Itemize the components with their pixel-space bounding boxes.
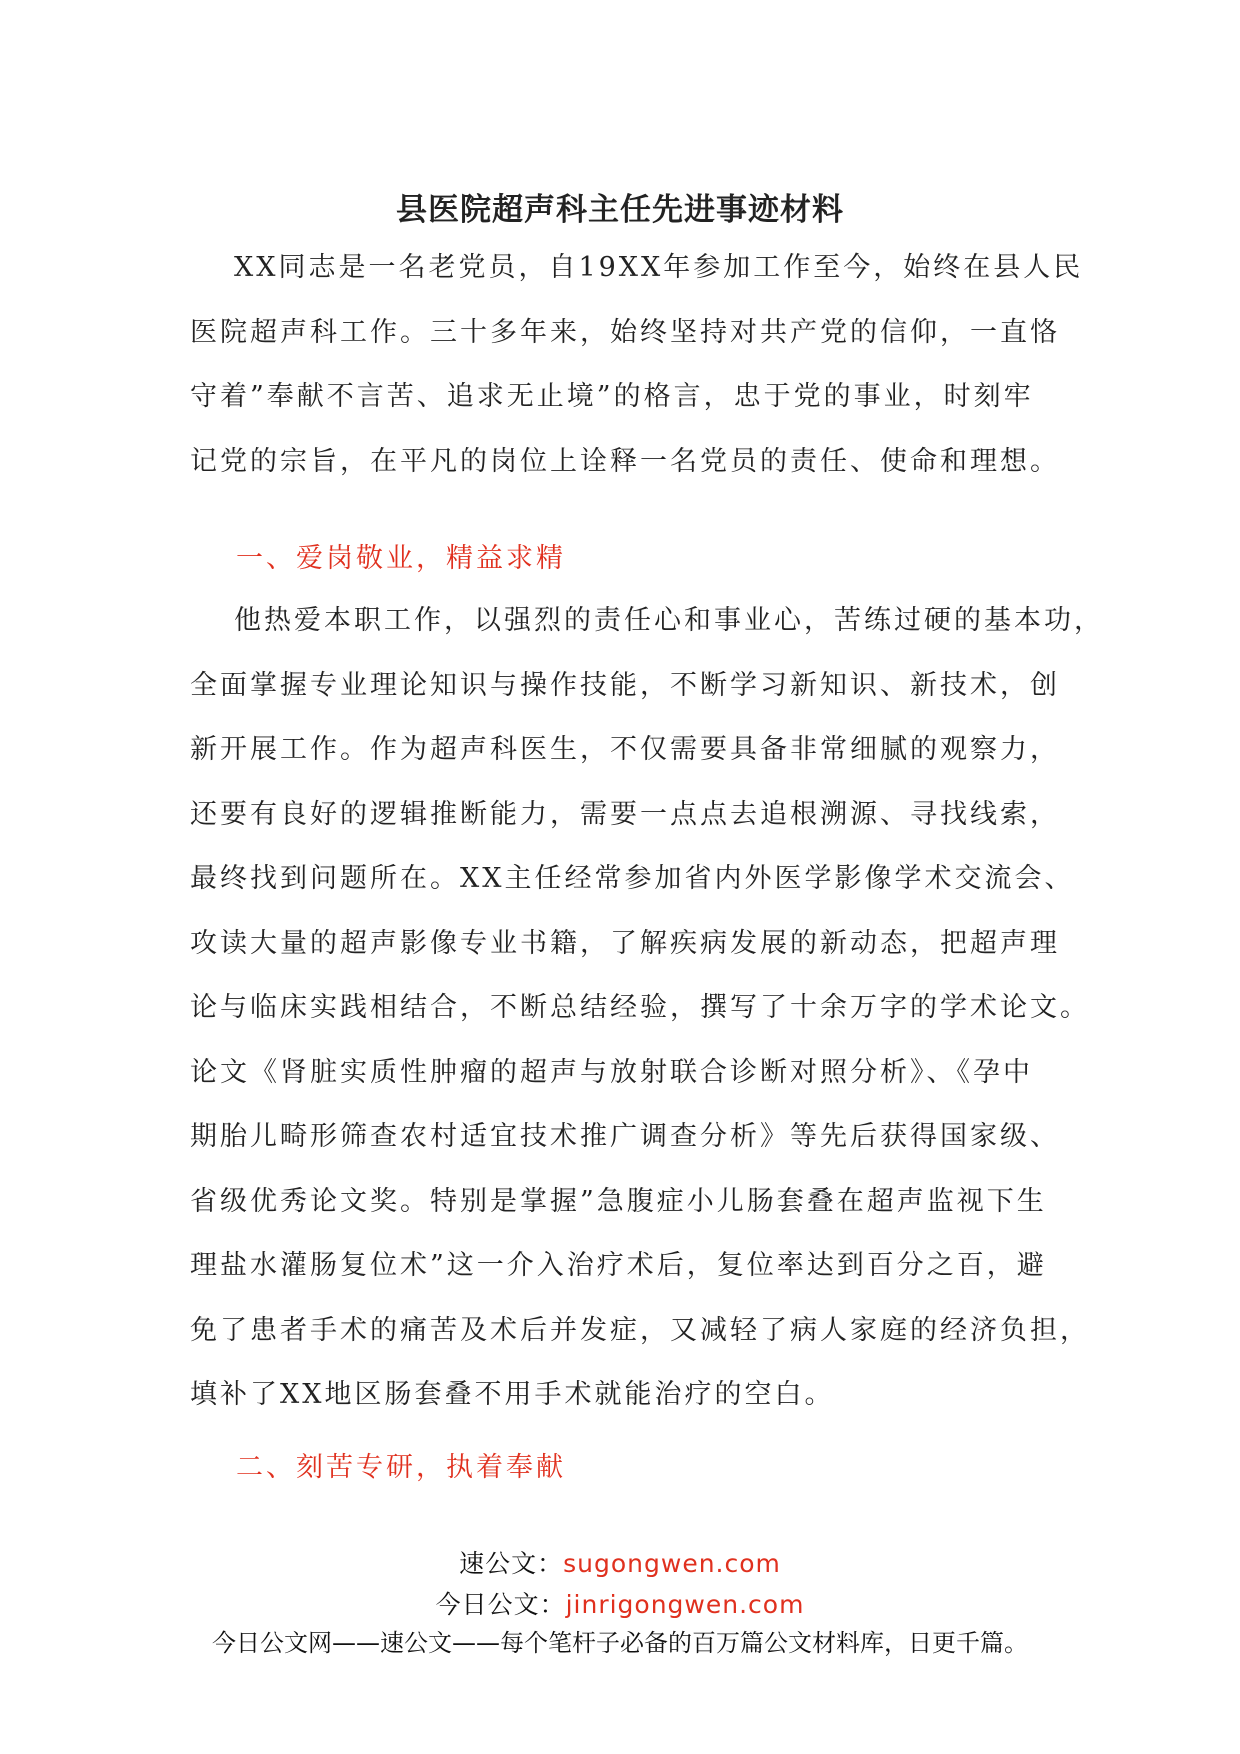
paragraph-line: 全面掌握专业理论知识与操作技能，不断学习新知识、新技术，创 xyxy=(190,669,1060,701)
section-heading-2: 二、刻苦专研，执着奉献 xyxy=(236,1452,566,1483)
paragraph-line: 新开展工作。作为超声科医生，不仅需要具备非常细腻的观察力， xyxy=(190,734,1060,765)
footer-site-1-link[interactable]: sugongwen.com xyxy=(563,1549,781,1578)
paragraph-line: 论文《肾脏实质性肿瘤的超声与放射联合诊断对照分析》、《孕中 xyxy=(190,1056,1033,1088)
footer-site-2-link[interactable]: jinrigongwen.com xyxy=(565,1590,805,1619)
paragraph-line: 免了患者手术的痛苦及术后并发症，又减轻了病人家庭的经济负担， xyxy=(190,1314,1090,1346)
footer-slogan: 今日公文网——速公文——每个笔杆子必备的百万篇公文材料库，日更千篇。 xyxy=(212,1629,1028,1657)
paragraph-line: 省级优秀论文奖。特别是掌握”急腹症小儿肠套叠在超声监视下生 xyxy=(190,1185,1047,1217)
paragraph-line: 还要有良好的逻辑推断能力，需要一点点去追根溯源、寻找线索， xyxy=(190,798,1060,830)
paragraph-line: 最终找到问题所在。XX主任经常参加省内外医学影像学术交流会、 xyxy=(190,863,1075,894)
intro-paragraph xyxy=(190,236,1084,494)
paragraph-line: 填补了XX地区肠套叠不用手术就能治疗的空白。 xyxy=(190,1379,835,1410)
footer-site-1-label: 速公文： xyxy=(459,1549,564,1578)
paragraph-line: 期胎儿畸形筛查农村适宜技术推广调查分析》等先后获得国家级、 xyxy=(190,1121,1060,1152)
paragraph-line: 理盐水灌肠复位术”这一介入治疗术后，复位率达到百分之百，避 xyxy=(190,1250,1047,1281)
paragraph-line: 记党的宗旨，在平凡的岗位上诠释一名党员的责任、使命和理想。 xyxy=(190,445,1060,477)
page-title: 县医院超声科主任先进事迹材料 xyxy=(396,192,844,228)
paragraph-line: 他热爱本职工作，以强烈的责任心和事业心，苦练过硬的基本功， xyxy=(234,605,1104,636)
footer-site-1 xyxy=(0,1547,1240,1581)
paragraph-line: 医院超声科工作。三十多年来，始终坚持对共产党的信仰，一直恪 xyxy=(190,316,1060,348)
paragraph-line: 守着”奉献不言苦、追求无止境”的格言，忠于党的事业，时刻牢 xyxy=(190,381,1034,412)
paragraph-line: 论与临床实践相结合，不断总结经验，撰写了十余万字的学术论文。 xyxy=(190,992,1090,1023)
paragraph-line: XX同志是一名老党员，自19XX年参加工作至今，始终在县人民 xyxy=(234,252,1084,283)
footer-site-2 xyxy=(0,1588,1240,1622)
footer-site-2-label: 今日公文： xyxy=(435,1590,566,1619)
section-1-paragraph xyxy=(190,589,1104,1428)
section-heading-1: 一、爱岗敬业，精益求精 xyxy=(236,543,566,574)
paragraph-line: 攻读大量的超声影像专业书籍，了解疾病发展的新动态，把超声理 xyxy=(190,927,1060,959)
